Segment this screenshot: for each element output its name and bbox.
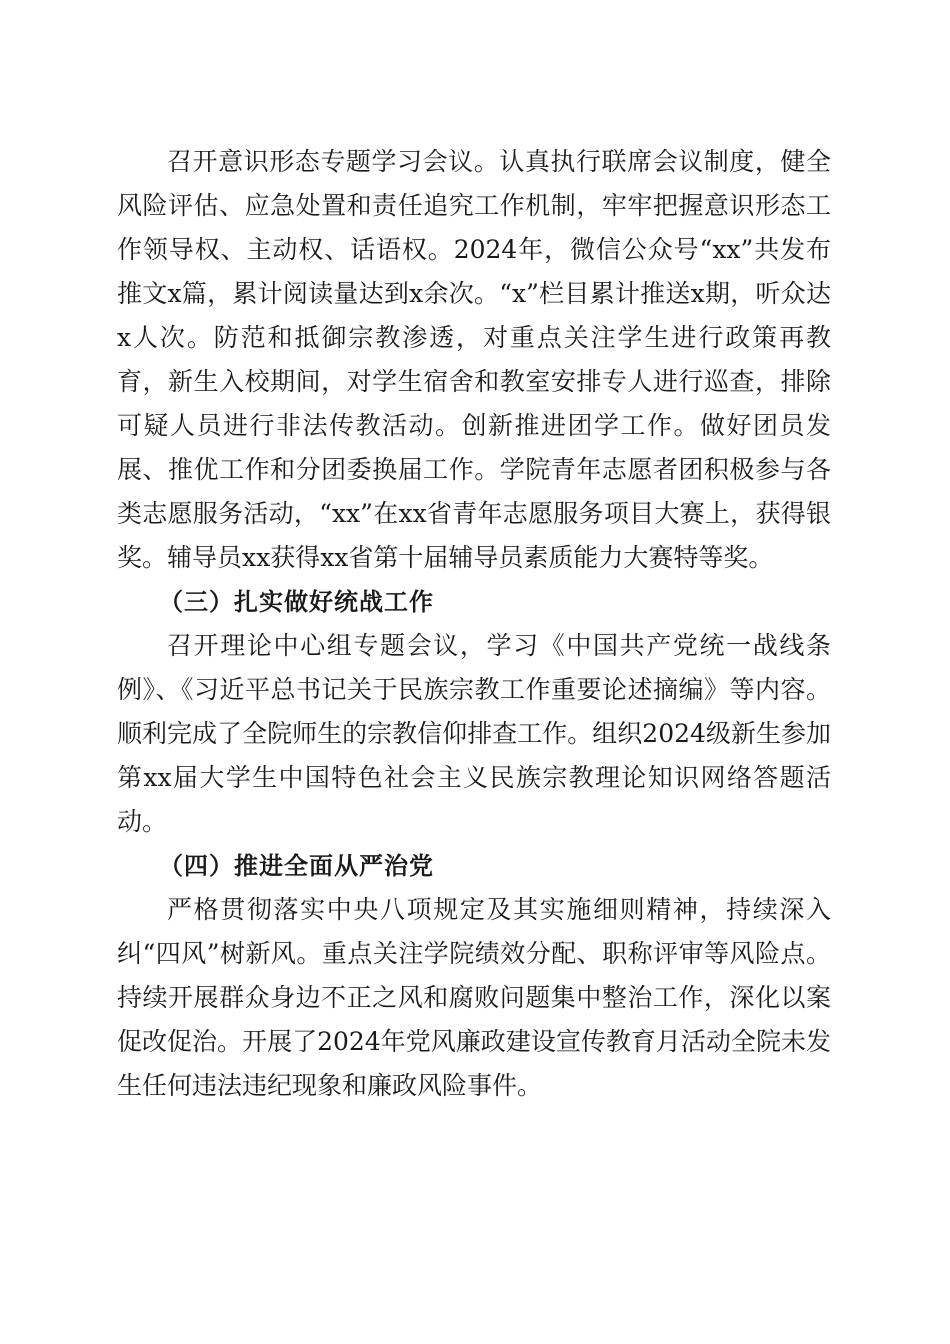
paragraph-party-discipline: 严格贯彻落实中央八项规定及其实施细则精神，持续深入纠“四风”树新风。重点关注学院绩效分配、职称评审等风险点。持续开展群众身边不正之风和腐败问题集中整治工作，深化以案促改促治。开展了2024年党风廉政建设宣传教育月活动全院未发生任何违法违纪现象和廉政风险事件。 — [117, 895, 831, 1100]
document-body — [117, 140, 831, 1108]
section-heading-party-discipline: （四）推进全面从严治党 — [159, 852, 434, 880]
paragraph-ideology-work: 召开意识形态专题学习会议。认真执行联席会议制度，健全风险评估、应急处置和责任追究工作机制，牢牢把握意识形态工作领导权、主动权、话语权。2024年，微信公众号“xx”共发布推文x篇，累计阅读量达到x余次。“x”栏目累计推送x期，听众达x人次。防范和抵御宗教渗透，对重点关注学生进行政策再教育，新生入校期间，对学生宿舍和教室安排专人进行巡查，排除可疑人员进行非法传教活动。创新推进团学工作。做好团员发展、推优工作和分团委换届工作。学院青年志愿者团积极参与各类志愿服务活动，“xx”在xx省青年志愿服务项目大赛上，获得银奖。辅导员xx获得xx省第十届辅导员素质能力大赛特等奖。 — [117, 147, 831, 572]
section-heading-united-front: （三）扎实做好统战工作 — [159, 588, 434, 616]
paragraph-united-front-work: 召开理论中心组专题会议，学习《中国共产党统一战线条例》、《习近平总书记关于民族宗教工作重要论述摘编》等内容。顺利完成了全院师生的宗教信仰排查工作。组织2024级新生参加第xx届大学生中国特色社会主义民族宗教理论知识网络答题活动。 — [117, 631, 831, 836]
